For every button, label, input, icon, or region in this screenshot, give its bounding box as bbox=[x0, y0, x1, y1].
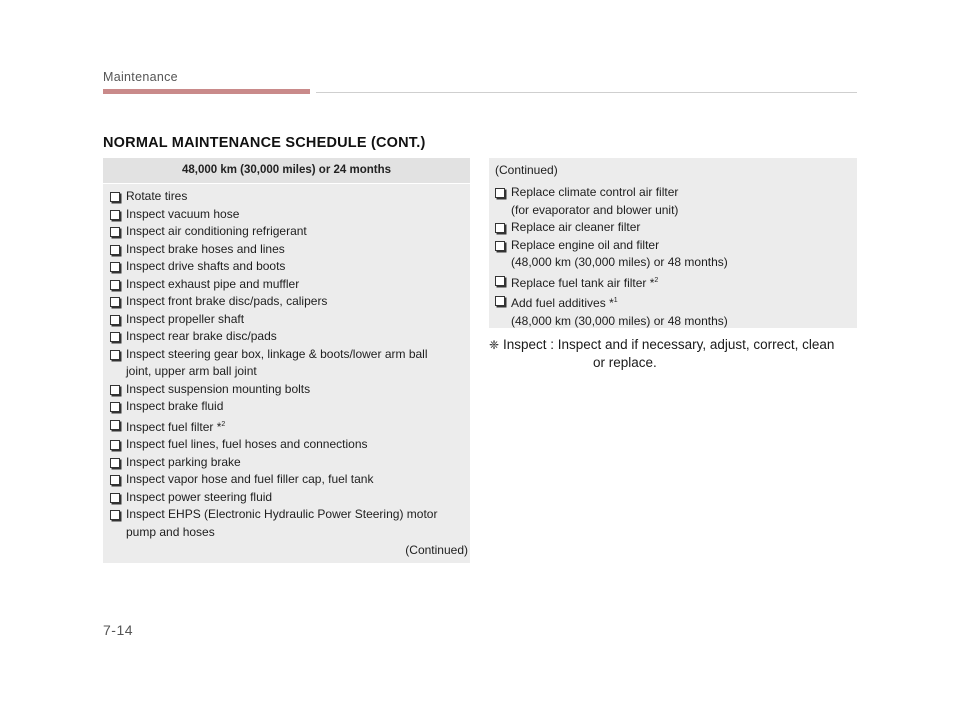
checkbox-icon bbox=[110, 458, 120, 468]
checklist-item-text: Inspect power steering fluid bbox=[126, 489, 273, 504]
checkbox-icon bbox=[110, 315, 120, 325]
checklist-item-text: Replace engine oil and filter bbox=[511, 237, 660, 252]
checklist-item-text: Inspect fuel lines, fuel hoses and connections bbox=[126, 437, 368, 451]
schedule-panel-right bbox=[489, 158, 857, 328]
schedule-panel-left bbox=[103, 158, 470, 563]
checklist-item bbox=[495, 292, 851, 330]
checklist-item bbox=[110, 416, 465, 437]
checklist-item-text: Replace climate control air filter bbox=[511, 185, 679, 199]
interval-heading: 48,000 km (30,000 miles) or 24 months bbox=[103, 158, 470, 184]
section-label: Maintenance bbox=[103, 70, 178, 84]
checklist-item-text: Inspect exhaust pipe and muffler bbox=[126, 276, 300, 291]
checkbox-icon bbox=[110, 385, 120, 395]
checklist-item bbox=[110, 188, 465, 206]
checklist-item bbox=[110, 223, 465, 241]
checklist-item-continuation: (for evaporator and blower unit) bbox=[511, 202, 679, 217]
checklist-item bbox=[110, 258, 465, 276]
checklist-item bbox=[495, 237, 851, 272]
checklist-item bbox=[110, 506, 465, 541]
checklist-item bbox=[110, 241, 465, 259]
checklist-item-text: Inspect brake hoses and lines bbox=[126, 241, 285, 256]
checkbox-icon bbox=[110, 297, 120, 307]
continued-label-top: (Continued) bbox=[495, 163, 558, 177]
checklist-item-text: Inspect drive shafts and boots bbox=[126, 259, 286, 273]
checkbox-icon bbox=[495, 241, 505, 251]
checkbox-icon bbox=[110, 475, 120, 485]
checklist-item-text: Inspect steering gear box, linkage & boots/lower arm ball bbox=[126, 346, 428, 361]
checklist-item-text: Inspect rear brake disc/pads bbox=[126, 329, 277, 343]
checklist-item-text: Inspect fuel filter * bbox=[126, 419, 222, 434]
checkbox-icon bbox=[110, 210, 120, 220]
checklist-item bbox=[110, 471, 465, 489]
footnote-ref: 2 bbox=[654, 276, 659, 284]
checklist-item-text: Inspect suspension mounting bolts bbox=[126, 381, 311, 396]
checklist-item bbox=[110, 346, 465, 381]
checklist-item-text: Rotate tires bbox=[126, 189, 188, 203]
page-number: 7-14 bbox=[103, 622, 134, 638]
note-marker-icon: ❈ bbox=[489, 338, 500, 352]
checkbox-icon bbox=[495, 296, 505, 306]
checklist-item-text: Inspect propeller shaft bbox=[126, 311, 245, 326]
left-checklist bbox=[110, 188, 465, 541]
checkbox-icon bbox=[110, 510, 120, 520]
checkbox-icon bbox=[110, 227, 120, 237]
checklist-item bbox=[110, 381, 465, 399]
checklist-item-continuation: (48,000 km (30,000 miles) or 48 months) bbox=[511, 313, 728, 328]
checklist-item bbox=[110, 276, 465, 294]
checklist-item bbox=[495, 219, 851, 237]
checkbox-icon bbox=[495, 188, 505, 198]
header-rule bbox=[316, 92, 857, 93]
checklist-item bbox=[110, 489, 465, 507]
page-title: NORMAL MAINTENANCE SCHEDULE (CONT.) bbox=[103, 135, 426, 151]
checklist-item-text: Inspect vacuum hose bbox=[126, 206, 240, 221]
checkbox-icon bbox=[110, 262, 120, 272]
continued-label: (Continued) bbox=[405, 543, 468, 557]
checklist-item-text: Inspect EHPS (Electronic Hydraulic Power Steering) motor bbox=[126, 507, 438, 521]
checkbox-icon bbox=[110, 332, 120, 342]
checkbox-icon bbox=[110, 402, 120, 412]
checkbox-icon bbox=[110, 440, 120, 450]
checklist-item-text: Inspect parking brake bbox=[126, 454, 241, 469]
checklist-item bbox=[110, 311, 465, 329]
checklist-item-text: Inspect front brake disc/pads, calipers bbox=[126, 294, 328, 308]
checklist-item bbox=[110, 454, 465, 472]
checkbox-icon bbox=[110, 350, 120, 360]
checkbox-icon bbox=[110, 493, 120, 503]
checkbox-icon bbox=[110, 280, 120, 290]
checklist-item-text: Inspect vapor hose and fuel filler cap, fuel tank bbox=[126, 472, 374, 486]
checklist-item-continuation: (48,000 km (30,000 miles) or 48 months) bbox=[511, 255, 728, 269]
checklist-item bbox=[110, 328, 465, 346]
checklist-item-text: Add fuel additives * bbox=[511, 296, 614, 310]
checklist-item-continuation: pump and hoses bbox=[126, 524, 215, 539]
header-accent-bar bbox=[103, 89, 310, 94]
checklist-item bbox=[110, 398, 465, 416]
checklist-item bbox=[110, 436, 465, 454]
inspect-note bbox=[489, 336, 861, 371]
checklist-item-text: Inspect brake fluid bbox=[126, 399, 224, 413]
checklist-item-text: Inspect air conditioning refrigerant bbox=[126, 224, 307, 238]
checklist-item-text: Replace fuel tank air filter * bbox=[511, 275, 655, 290]
note-line-1: Inspect : Inspect and if necessary, adjust, correct, clean bbox=[503, 337, 835, 352]
footnote-ref: 2 bbox=[221, 420, 226, 428]
checkbox-icon bbox=[495, 276, 505, 286]
checkbox-icon bbox=[495, 223, 505, 233]
checkbox-icon bbox=[110, 420, 120, 430]
footnote-ref: 1 bbox=[613, 297, 618, 304]
checkbox-icon bbox=[110, 245, 120, 255]
right-checklist bbox=[495, 184, 851, 330]
checklist-item bbox=[110, 293, 465, 311]
checklist-item bbox=[495, 272, 851, 293]
checkbox-icon bbox=[110, 192, 120, 202]
checklist-item bbox=[110, 206, 465, 224]
note-line-2: or replace. bbox=[593, 355, 657, 370]
checklist-item-continuation: joint, upper arm ball joint bbox=[126, 364, 257, 378]
checklist-item bbox=[495, 184, 851, 219]
checklist-item-text: Replace air cleaner filter bbox=[511, 220, 641, 234]
